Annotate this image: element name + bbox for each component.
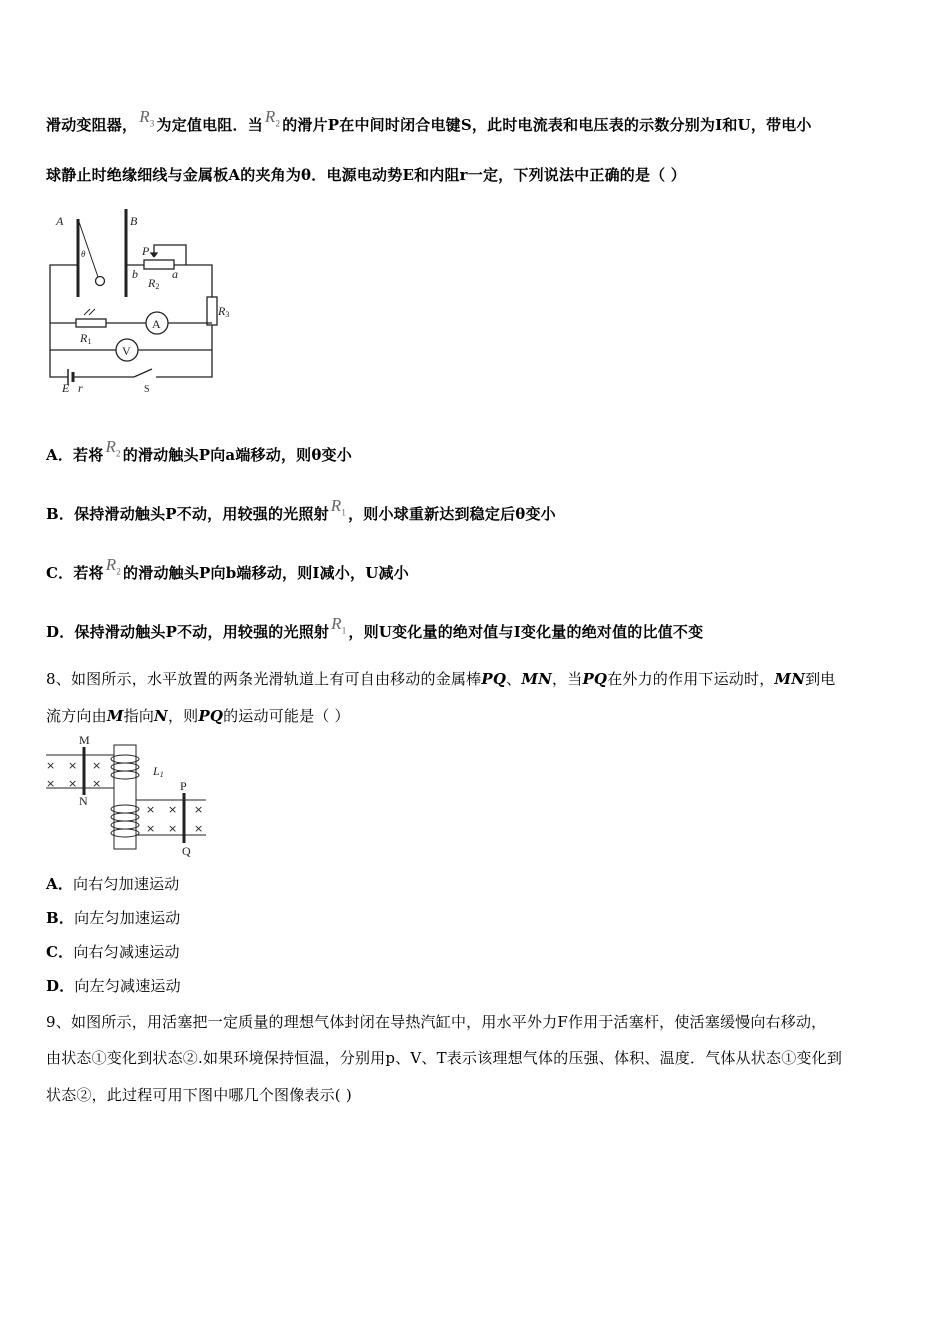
var-r2: $R_2$ [264,107,281,129]
q8-line-1: 8、如图所示，水平放置的两条光滑轨道上有可自由移动的金属棒PQ、MN，当PQ在外力的作用下运动时，MN到电 [46,670,836,688]
label-r1: R1 [80,331,92,346]
svg-text:×: × [92,777,102,790]
q7-option-b[interactable]: B．保持滑动触头P不动，用较强的光照射 $R_1$ ，则小球重新达到稳定后θ变小 [46,496,556,523]
q7-line-1 [46,107,812,136]
svg-text:×: × [46,777,56,790]
q9-line-3: 状态②，此过程可用下图中哪几个图像表示( ) [46,1086,352,1104]
resistor-r3 [207,297,217,325]
label-s: S [144,384,150,395]
q8-option-b[interactable]: B．向左匀加速运动 [46,909,181,927]
q7-text: 滑动变阻器， [46,116,138,134]
label-q: Q [182,844,191,858]
rail-coil-diagram [42,733,217,858]
resistor-r1 [76,319,106,327]
var-r3: $R_3$ [139,107,155,129]
svg-text:×: × [68,759,78,772]
label-n: N [79,794,88,808]
svg-text:×: × [146,822,156,835]
label-a-end: a [172,267,178,281]
svg-text:×: × [168,822,178,835]
svg-text:×: × [194,803,204,816]
label-b-end: b [132,267,138,281]
svg-text:×: × [168,803,178,816]
label-theta: θ [81,249,86,259]
q7-text: 的滑片P在中间时闭合电键S，此时电流表和电压表的示数分别为I和U，带电小 [282,116,812,134]
label-e: E [62,381,70,395]
label-p: P [142,244,150,258]
q8-option-a[interactable]: A．向右匀加速运动 [46,875,180,893]
label-b: B [130,214,138,228]
label-l1: L1 [153,764,164,779]
q7-option-c[interactable]: C．若将 $R_2$ 的滑动触头P向b端移动，则I减小，U减小 [46,555,409,582]
iron-core [114,745,136,849]
svg-text:×: × [46,759,56,772]
q7-option-a[interactable]: A．若将 $R_2$ 的滑动触头P向a端移动，则θ变小 [46,437,352,464]
svg-text:×: × [68,777,78,790]
q9-line-1: 9、如图所示，用活塞把一定质量的理想气体封闭在导热汽缸中，用水平外力F作用于活塞杆，使活塞缓慢向右移动， [46,1013,827,1031]
label-p: P [180,779,187,793]
q8-option-c[interactable]: C．向右匀减速运动 [46,943,180,961]
voltmeter-label: V [122,344,131,358]
q7-line-2: 球静止时绝缘细线与金属板A的夹角为θ．电源电动势E和内阻r一定，下列说法中正确的是（ ） [46,166,687,184]
label-r3: R3 [218,304,230,319]
svg-text:×: × [92,759,102,772]
label-r: r [78,381,83,395]
circuit-diagram [44,205,234,395]
q8-line-2: 流方向由M指向N，则PQ的运动可能是（ ） [46,707,350,725]
q8-option-d[interactable]: D．向左匀减速运动 [46,977,181,995]
charged-ball [96,277,105,286]
resistor-r2 [144,260,174,269]
label-r2: R2 [148,276,160,291]
svg-text:×: × [146,803,156,816]
svg-text:×: × [194,822,204,835]
label-a: A [56,214,64,228]
switch-s [134,369,152,377]
ammeter-label: A [152,317,161,331]
label-m: M [79,733,90,747]
q7-option-d[interactable]: D．保持滑动触头P不动，用较强的光照射 $R_1$ ，则U变化量的绝对值与I变化量的绝对值的比值不变 [46,614,704,641]
q7-text: 为定值电阻．当 [156,116,263,134]
q9-line-2: 由状态①变化到状态②.如果环境保持恒温，分别用p、V、T表示该理想气体的压强、体积、温度．气体从状态①变化到 [46,1049,843,1067]
